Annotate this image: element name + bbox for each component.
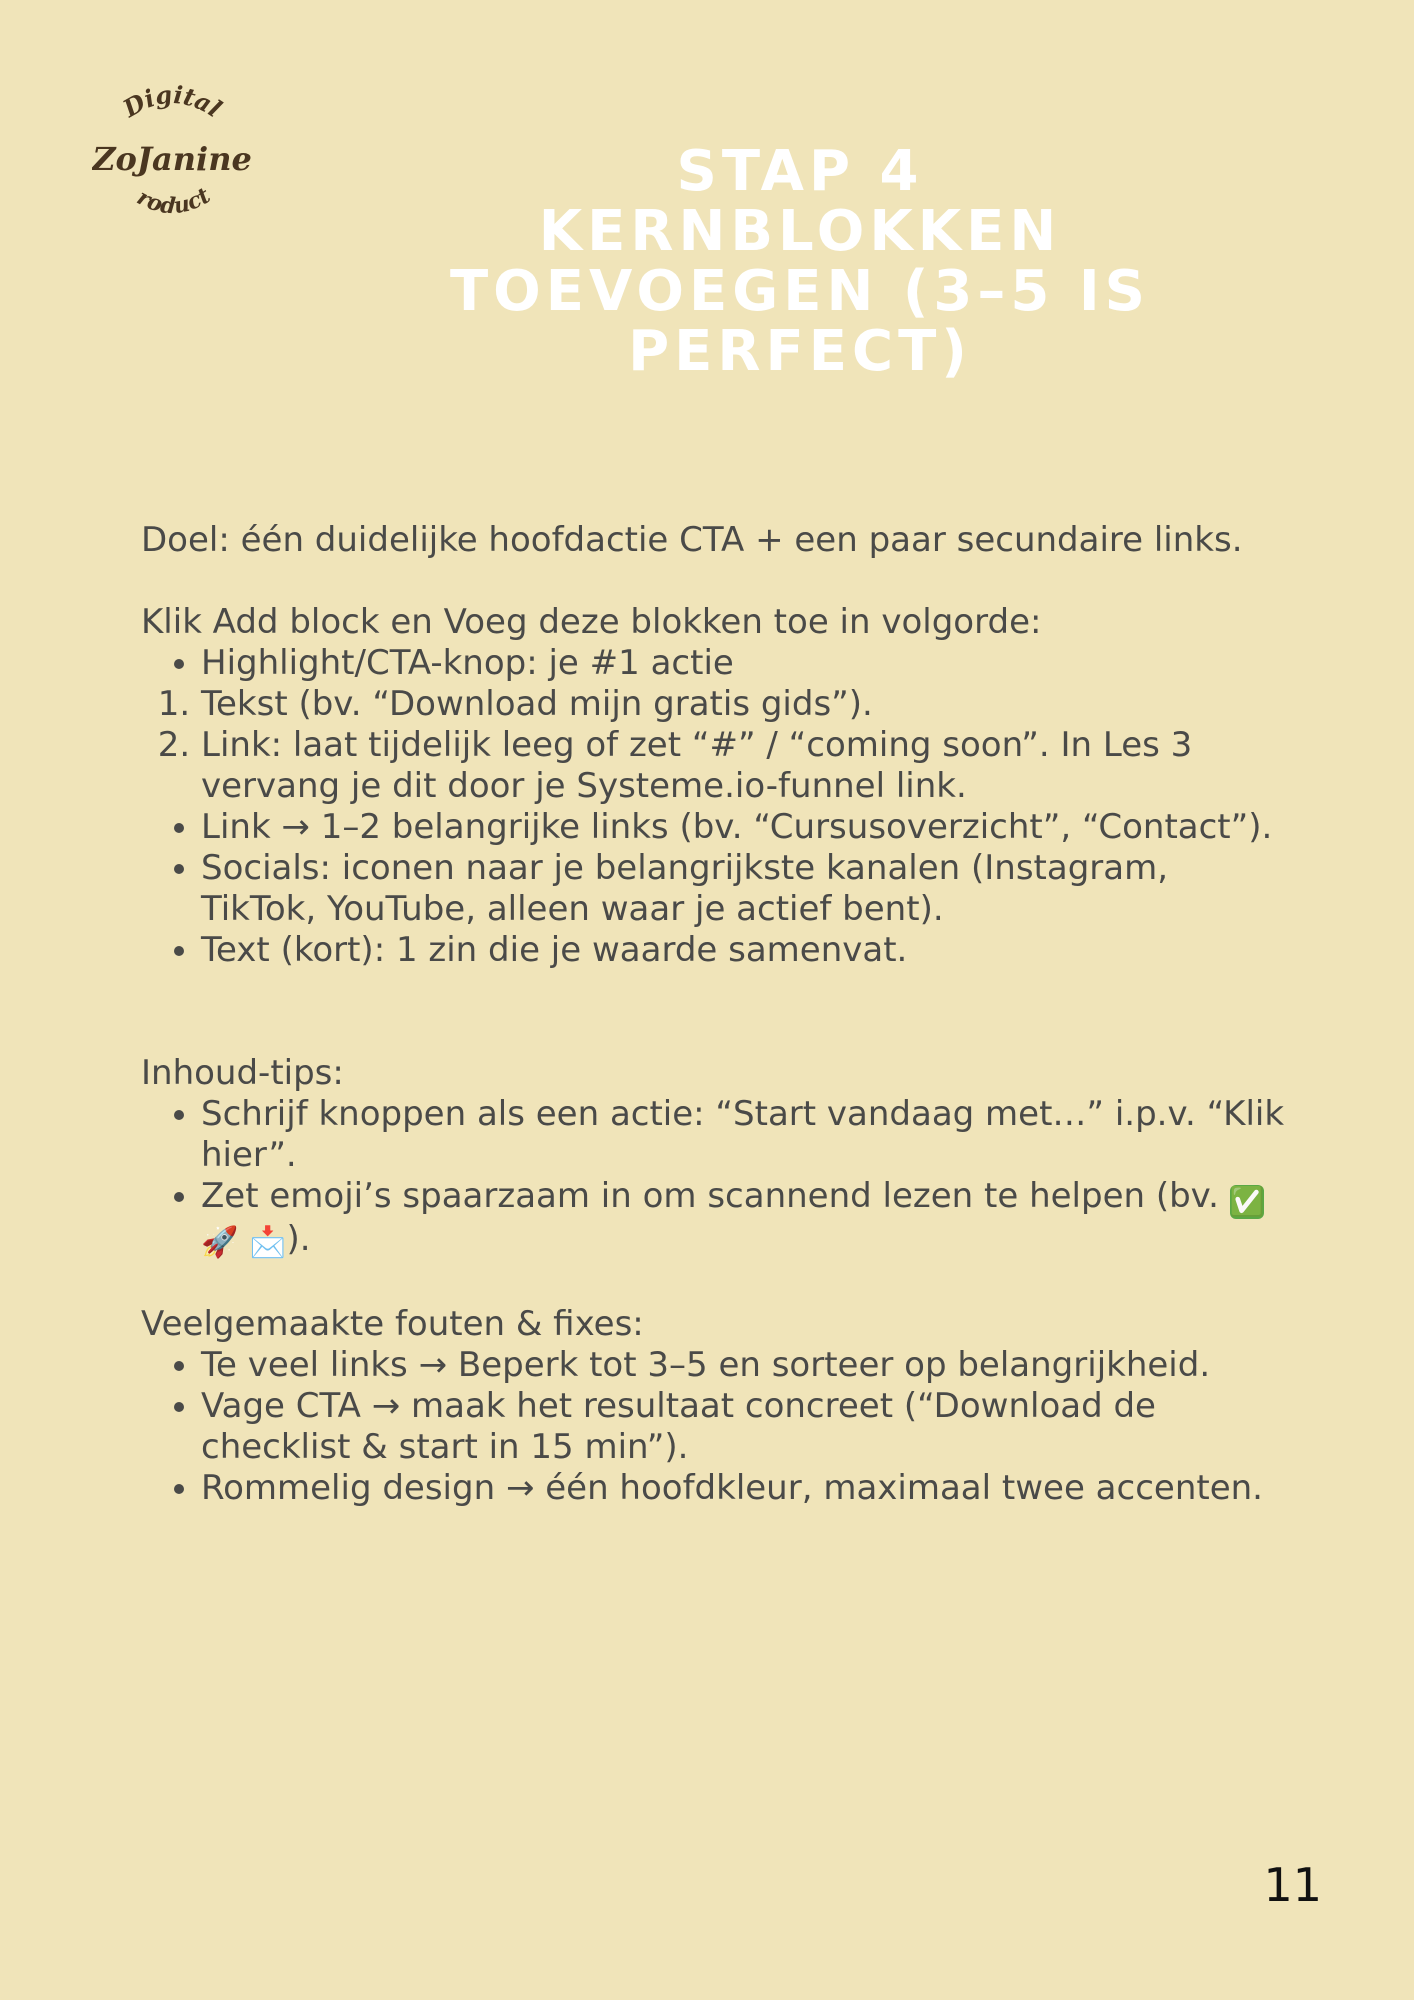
title-line: TOEVOEGEN (3–5 IS [449,259,1151,324]
check-icon: ✅ [1229,1185,1265,1218]
list-item: • Socials: iconen naar je belangrijkste kanalen (Instagram, TikTok, YouTube, alleen waar je actief bent). [201,848,1291,930]
title-line: KERNBLOKKEN [538,199,1062,264]
list-item: • Schrijf knoppen als een actie: “Start vandaag met…” i.p.v. “Klik hier”. [201,1094,1291,1176]
tip-text-end: ). [286,1219,311,1259]
list-item: • Link → 1–2 belangrijke links (bv. “Cursusoverzicht”, “Contact”). [201,807,1291,848]
tip-text: Zet emoji’s spaarzaam in om scannend lezen te helpen (bv. [201,1176,1219,1216]
logo-bottom-text: roduct [132,182,215,220]
list-item: • Rommelig design → één hoofdkleur, maximaal twee accenten. [201,1468,1291,1509]
fixes-list [141,1345,1291,1509]
svg-text:Digital [117,80,227,124]
list-item: • Highlight/CTA-knop: je #1 actie [201,643,1291,684]
envelope-icon: 📩 [249,1225,287,1260]
list-item: • Text (kort): 1 zin die je waarde samenvat. [201,930,1291,971]
steps-sublist [141,684,1291,807]
rocket-icon: 🚀 [201,1225,239,1260]
intro-paragraph: Doel: één duidelijke hoofdactie CTA + een paar secundaire links. [141,520,1243,560]
logo-middle-text: ZoJanine [92,140,252,178]
title-line: STAP 4 [676,139,924,204]
logo-top-text: Digital [117,79,228,124]
fixes-heading: Veelgemaakte fouten & fixes: [141,1304,644,1344]
brand-logo [92,70,252,260]
title-line: PERFECT) [628,319,972,384]
list-item: 2. Link: laat tijdelijk leeg of zet “#” / “coming soon”. In Les 3 vervang je dit door je Systeme.io-funnel link. [201,725,1291,807]
main-content [141,520,1291,1509]
brand-logo-mark [92,70,252,260]
steps-heading: Klik Add block en Voeg deze blokken toe in volgorde: [141,602,1042,642]
page-title [420,139,1180,384]
list-item: • Vage CTA → maak het resultaat concreet (“Download de checklist & start in 15 min”). [201,1386,1291,1468]
steps-list [141,643,1291,684]
list-item: • Te veel links → Beperk tot 3–5 en sorteer op belangrijkheid. [201,1345,1291,1386]
list-item [201,1176,1291,1263]
steps-list-more [141,807,1291,971]
tips-heading: Inhoud-tips: [141,1053,344,1093]
page-number: 11 [1263,1858,1322,1912]
list-item: 1. Tekst (bv. “Download mijn gratis gids”). [201,684,1291,725]
tips-list [141,1094,1291,1263]
